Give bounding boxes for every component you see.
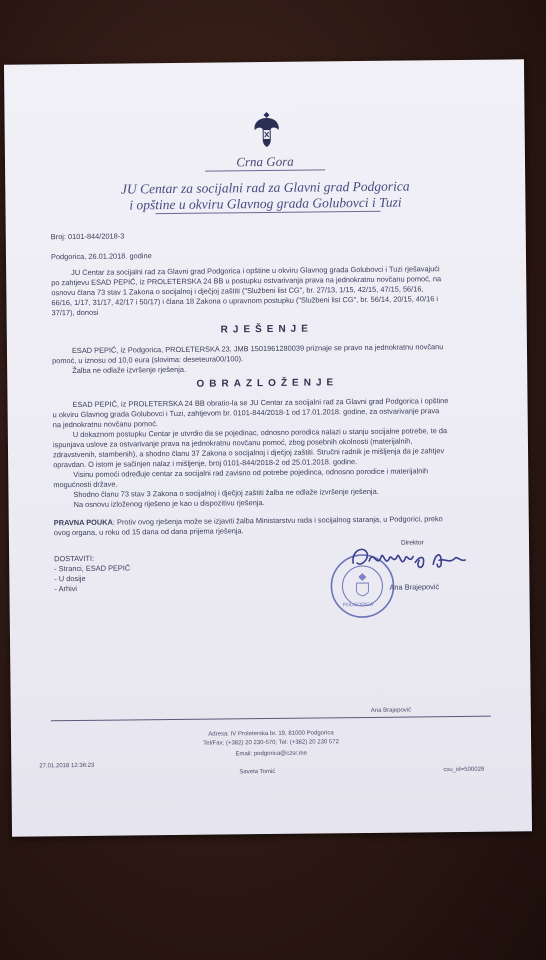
legal-notice	[54, 514, 443, 528]
reasoning-line: mogućnosti države.	[53, 479, 118, 490]
reasoning-line: zdravstvenih, stambenih), a shodno članu 37 Zakona o socijalnoj i dječjoj zaštiti. Stručni radnik je mišljenja da je zahtjev	[53, 446, 445, 460]
footer-address: Adresa: IV Proleterska br. 19, 81000 Podgorica	[208, 730, 334, 738]
decision-heading: RJEŠENJE	[220, 323, 313, 336]
signatory-role: Direktor	[400, 539, 424, 547]
intro-line: po zahtjevu ESAD PEPIĆ, iz PROLETERSKA 24 BB u postupku ostvarivanja prava na jednokratnu novčanu pomoć, na	[51, 274, 442, 288]
reasoning-line: u okviru Glavnog grada Golubovci i Tuzi, zahtjevom br. 0101-844/2018-1 od 17.01.2018. godine, za ostvarivanje prava	[52, 406, 440, 420]
reasoning-line: Na osnovu izloženog riješeno je kao u dispozitivu rješenja.	[73, 498, 265, 510]
footer-phone: Tel/Fax: (+382) 20 230-570; Tel: (+382) 20 230 572	[203, 739, 339, 747]
decision-line: Žalba ne odlaže izvršenje rješenja.	[72, 364, 187, 376]
footer-divider	[51, 716, 491, 722]
intro-line: 37/17), donosi	[51, 307, 99, 318]
reasoning-line: U dokaznom postupku Centar je utvrdio da se pojedinac, odnosno porodica nalazi u stanju socijalne potrebe, te da	[72, 426, 448, 440]
reasoning-line: opravdan. O istom je sačinjen nalaz i mišljenje, broj 0101-844/2018-2 od 25.01.2018. godine.	[53, 457, 358, 470]
reasoning-line: Visinu pomoći određuje centar za socijalni rad zavisno od potrebe pojedinca, odnosno porodice i materijalnih	[73, 466, 429, 480]
reasoning-line: Shodno članu 73 stav 3 Zakona o socijalnoj i dječjoj zaštiti žalba ne odlaže izvršenje rješenja.	[73, 486, 379, 500]
institution-name-line2: i opštine u okviru Glavnog grada Golubovci i Tuzi	[129, 194, 402, 213]
institution-name-line1: JU Centar za socijalni rad za Glavni grad Podgorica	[120, 178, 410, 197]
delivery-item: - Stranci, ESAD PEPIĆ	[54, 563, 131, 574]
footer-case-id: csu_id=500029	[443, 766, 485, 774]
document-place-date: Podgorica, 26.01.2018. godine	[50, 251, 152, 262]
divider	[205, 169, 325, 171]
decision-line: pomoć, u iznosu od 10,0 eura (slovima: deseteura00/100).	[52, 354, 244, 366]
reasoning-line: na jednokratnu novčanu pomoć.	[52, 419, 158, 430]
intro-line: JU Centar za socijalni rad za Glavni grad Podgorica i opštine u okviru Glavnog grada Golubovci i Tuzi rješavajući	[71, 264, 440, 278]
legal-notice-label: PRAVNA POUKA	[53, 517, 113, 528]
document-number: Broj: 0101-844/2018-3	[50, 231, 125, 242]
footer-clerk: Saveta Tomić	[239, 768, 276, 776]
stamp-text: PODGORICA	[342, 601, 374, 609]
reasoning-heading: OBRAZLOŽENJE	[196, 377, 339, 390]
decision-line: ESAD PEPIĆ, iz Podgorica, PROLETERSKA 23, JMB 1501961280039 priznaje se pravo na jednokratnu novčanu	[71, 342, 444, 356]
delivery-label: DOSTAVITI:	[54, 553, 95, 564]
reasoning-line: ispunjava uslove za ostvarivanje prava na jednokratnu novčanu pomoć, zbog posebnih okolnosti (materijalnih,	[52, 436, 413, 450]
intro-line: 66/16, 1/17, 31/17, 42/17 i 50/17) i člana 18 Zakona o upravnom postupku ("Službeni list CG", br. 56/14, 20/15, 40/16 i	[51, 294, 439, 308]
state-name: Crna Gora	[236, 153, 294, 170]
legal-notice-text: : Protiv ovog rješenja može se izjaviti žalba Ministarstvu rada i socijalnog staranja, u Podgorici, preko	[112, 514, 443, 527]
footer-email: Email: podgorica@czsr.me	[235, 750, 307, 758]
document-page	[4, 59, 532, 836]
footer-signature: Ana Brajepović	[370, 707, 412, 714]
footer-timestamp: 27.01.2018 12:36:23	[39, 762, 95, 770]
coat-of-arms-icon	[251, 110, 281, 150]
delivery-item: - Arhivi	[54, 584, 78, 594]
delivery-item: - U dosije	[54, 573, 86, 584]
legal-notice-line: ovog organa, u roku od 15 dana od dana prijema rješenja.	[53, 526, 244, 538]
handwritten-signature-icon	[349, 538, 469, 583]
intro-line: osnovu člana 73 stav 1 Zakona o socijalnoj i dječjoj zaštiti ("Službeni list CG", br. 27/13, 1/15, 42/15, 47/15, 56/16,	[51, 284, 424, 298]
signatory-name: Ana Brajepović	[389, 582, 440, 592]
reasoning-line: ESAD PEPIĆ, iz PROLETERSKA 24 BB obratio-la se JU Centar za socijalni rad za Glavni grad Podgorica i opštine	[72, 396, 449, 410]
